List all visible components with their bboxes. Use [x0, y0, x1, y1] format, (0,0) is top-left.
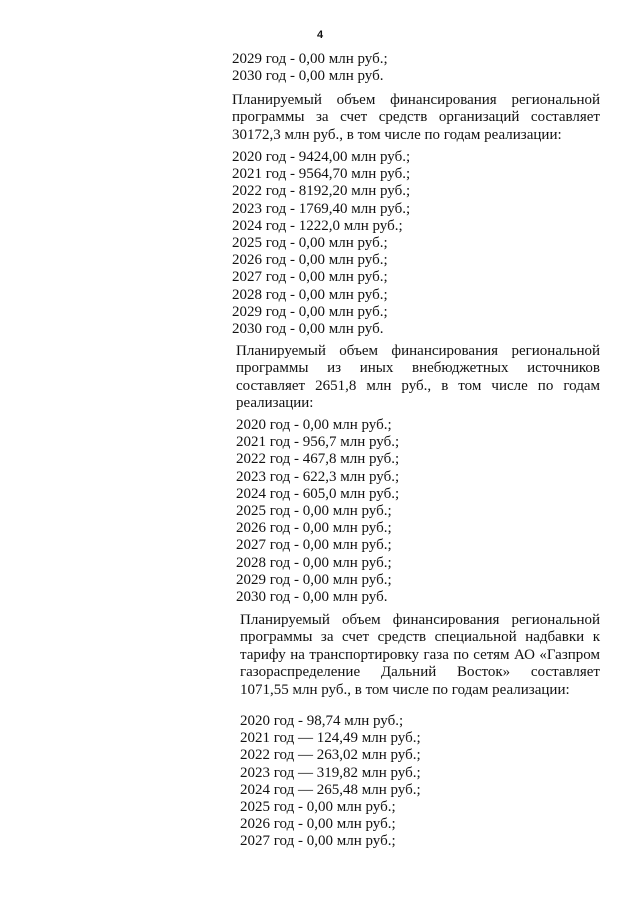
list-item: 2025 год - 0,00 млн руб.;: [240, 798, 396, 815]
list-item: 2022 год — 263,02 млн руб.;: [240, 747, 421, 764]
list-item: 2024 год - 1222,0 млн руб.;: [232, 217, 403, 234]
list-item: 2026 год - 0,00 млн руб.;: [236, 520, 392, 537]
financing-section-other-sources: [236, 343, 600, 413]
list-item: 2025 год - 0,00 млн руб.;: [232, 234, 388, 251]
list-item: 2022 год - 467,8 млн руб.;: [236, 451, 400, 468]
list-item: 2026 год - 0,00 млн руб.;: [232, 252, 388, 269]
list-item: 2030 год - 0,00 млн руб.: [232, 68, 384, 85]
year-list-organizations: [232, 149, 600, 338]
financing-section-organizations: [232, 92, 600, 144]
list-item: 2026 год - 0,00 млн руб.;: [240, 816, 396, 833]
list-item: 2022 год - 8192,20 млн руб.;: [232, 183, 411, 200]
list-item: 2021 год - 9564,70 млн руб.;: [232, 166, 411, 183]
list-item: 2027 год - 0,00 млн руб.;: [240, 833, 396, 850]
list-item: 2027 год - 0,00 млн руб.;: [236, 537, 392, 554]
list-item: 2023 год - 622,3 млн руб.;: [236, 468, 400, 485]
list-item: 2024 год - 605,0 млн руб.;: [236, 485, 400, 502]
carryover-year-list: [232, 51, 600, 85]
list-item: 2028 год - 0,00 млн руб.;: [236, 554, 392, 571]
financing-section-special-surcharge: [240, 612, 600, 699]
list-item: 2023 год - 1769,40 млн руб.;: [232, 200, 411, 217]
list-item: 2021 год - 956,7 млн руб.;: [236, 434, 400, 451]
section-paragraph: Планируемый объем финансирования региональной программы за счет средств организаций составляет 30172,3 млн руб., в том числе по годам реализации:: [232, 92, 600, 143]
list-item: 2020 год - 0,00 млн руб.;: [236, 417, 392, 433]
list-item: 2027 год - 0,00 млн руб.;: [232, 269, 388, 286]
list-item: 2028 год - 0,00 млн руб.;: [232, 286, 388, 303]
list-item: 2020 год - 9424,00 млн руб.;: [232, 149, 411, 165]
list-item: 2024 год — 265,48 млн руб.;: [240, 781, 421, 798]
list-item: 2021 год — 124,49 млн руб.;: [240, 730, 421, 747]
year-list-other-sources: [236, 417, 604, 606]
list-item: 2025 год - 0,00 млн руб.;: [236, 502, 392, 519]
list-item: 2030 год - 0,00 млн руб.: [232, 320, 384, 337]
section-paragraph: Планируемый объем финансирования региональной программы из иных внебюджетных источников составляет 2651,8 млн руб., в том числе по годам реализации:: [236, 343, 600, 412]
year-list-special-surcharge: [240, 713, 608, 851]
list-item: 2029 год - 0,00 млн руб.;: [232, 51, 388, 67]
list-item: 2029 год - 0,00 млн руб.;: [232, 303, 388, 320]
list-item: 2029 год - 0,00 млн руб.;: [236, 571, 392, 588]
page-number: 4: [316, 29, 324, 41]
section-paragraph: Планируемый объем финансирования региональной программы за счет средств специальной надбавки к тарифу на транспортировку газа по сетям АО «Газпром газораспределение Дальний Восток» составляет 1071,55 млн руб., в том числе по годам реализации:: [240, 612, 600, 698]
list-item: 2023 год — 319,82 млн руб.;: [240, 764, 421, 781]
list-item: 2030 год - 0,00 млн руб.: [236, 588, 388, 605]
list-item: 2020 год - 98,74 млн руб.;: [240, 713, 404, 729]
